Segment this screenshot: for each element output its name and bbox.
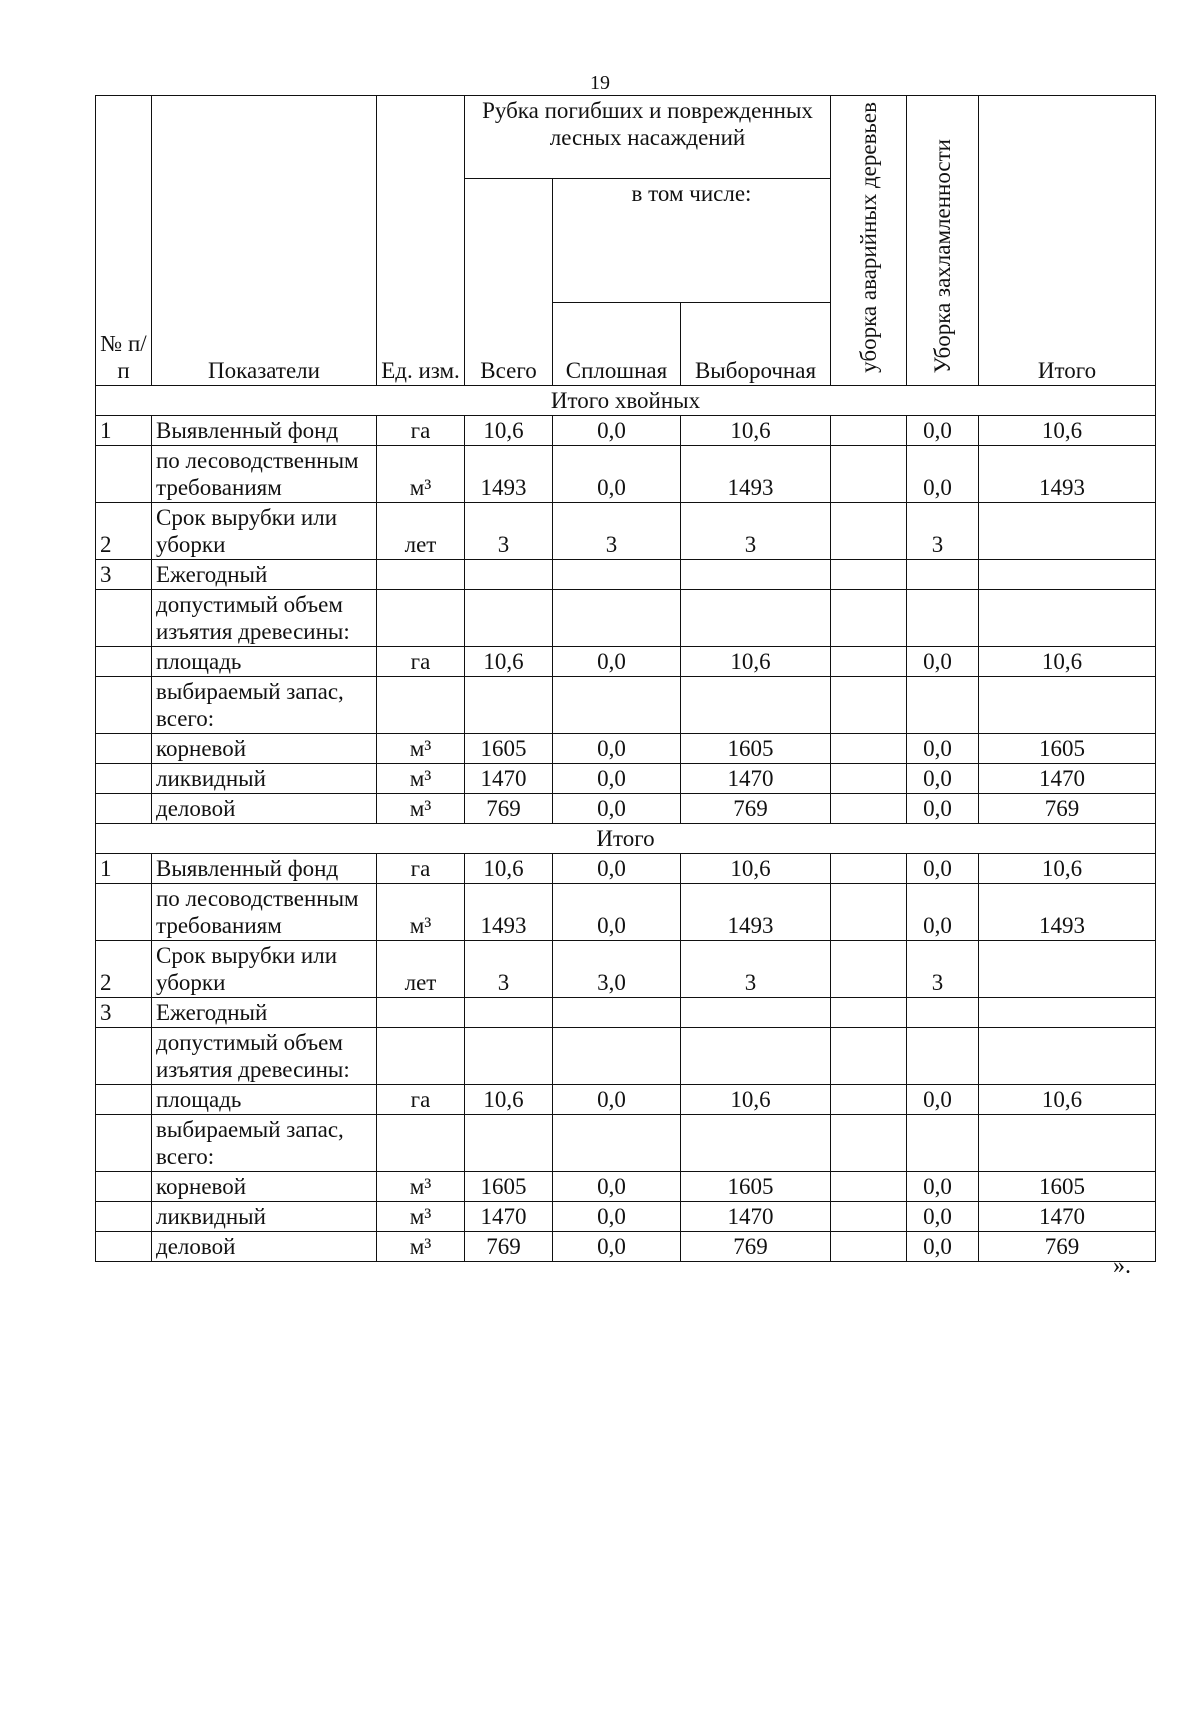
cell-selective: 769: [681, 1231, 831, 1261]
cell-label: Выявленный фонд: [152, 853, 377, 883]
cell-unit: га: [377, 646, 465, 676]
cell-clear: [553, 676, 681, 733]
cell-unit: га: [377, 1084, 465, 1114]
cell-emergency: [831, 1084, 907, 1114]
cell-emergency: [831, 883, 907, 940]
cell-total: 1470: [465, 1201, 553, 1231]
cell-clear: 0,0: [553, 1171, 681, 1201]
cell-label: Выявленный фонд: [152, 415, 377, 445]
cell-unit: [377, 997, 465, 1027]
cell-num: [96, 646, 152, 676]
table-row: [96, 1201, 1156, 1231]
header-selective: Выборочная: [681, 302, 831, 385]
cell-num: 2: [96, 940, 152, 997]
table-row: [96, 793, 1156, 823]
cell-num: [96, 1027, 152, 1084]
table-row: [96, 853, 1156, 883]
cell-num: 3: [96, 559, 152, 589]
cell-clear: 3: [553, 502, 681, 559]
cell-selective: 1493: [681, 445, 831, 502]
cell-label: Ежегодный: [152, 997, 377, 1027]
cell-total: [465, 1114, 553, 1171]
cell-debris: 0,0: [907, 445, 979, 502]
cell-debris: 0,0: [907, 853, 979, 883]
cell-total: 10,6: [465, 853, 553, 883]
cell-clear: [553, 997, 681, 1027]
cell-clear: 3,0: [553, 940, 681, 997]
header-including: в том числе:: [553, 179, 831, 303]
cell-clear: 0,0: [553, 1084, 681, 1114]
cell-total: [465, 1027, 553, 1084]
cell-unit: м³: [377, 793, 465, 823]
table-row: [96, 997, 1156, 1027]
cell-unit: [377, 1027, 465, 1084]
cell-num: [96, 1171, 152, 1201]
cell-num: [96, 1231, 152, 1261]
cell-debris: 0,0: [907, 1201, 979, 1231]
cell-grand: 1605: [979, 1171, 1156, 1201]
table-row: [96, 763, 1156, 793]
table-row: [96, 940, 1156, 997]
cell-unit: м³: [377, 1201, 465, 1231]
table-row: [96, 1084, 1156, 1114]
cell-label: Ежегодный: [152, 559, 377, 589]
cell-grand: [979, 676, 1156, 733]
cell-total: 769: [465, 793, 553, 823]
table-row: [96, 502, 1156, 559]
cell-total: 10,6: [465, 415, 553, 445]
cell-emergency: [831, 676, 907, 733]
cell-clear: 0,0: [553, 733, 681, 763]
cell-emergency: [831, 733, 907, 763]
cell-unit: м³: [377, 1231, 465, 1261]
cell-total: 3: [465, 940, 553, 997]
cell-label: деловой: [152, 1231, 377, 1261]
cell-num: [96, 445, 152, 502]
cell-grand: [979, 1027, 1156, 1084]
cell-debris: [907, 589, 979, 646]
cell-num: [96, 676, 152, 733]
cell-emergency: [831, 763, 907, 793]
cell-selective: 10,6: [681, 1084, 831, 1114]
section-title: Итого: [96, 823, 1156, 853]
cell-label: корневой: [152, 733, 377, 763]
cell-selective: [681, 589, 831, 646]
header-clear: Сплошная: [553, 302, 681, 385]
cell-unit: м³: [377, 445, 465, 502]
cell-label: выбираемый запас, всего:: [152, 676, 377, 733]
cell-clear: [553, 559, 681, 589]
header-total: Всего: [465, 179, 553, 386]
cell-grand: 1470: [979, 763, 1156, 793]
cell-total: 1605: [465, 1171, 553, 1201]
table-row: [96, 415, 1156, 445]
cell-debris: [907, 997, 979, 1027]
cell-selective: [681, 1114, 831, 1171]
cell-selective: [681, 559, 831, 589]
cell-num: [96, 1201, 152, 1231]
cell-emergency: [831, 1027, 907, 1084]
cell-label: деловой: [152, 793, 377, 823]
cell-selective: 3: [681, 502, 831, 559]
cell-clear: [553, 1027, 681, 1084]
cell-total: 1493: [465, 883, 553, 940]
cell-label: по лесоводственным требованиям: [152, 445, 377, 502]
cell-emergency: [831, 1114, 907, 1171]
cell-emergency: [831, 1231, 907, 1261]
header-unit: Ед. изм.: [377, 96, 465, 386]
cell-grand: 1470: [979, 1201, 1156, 1231]
cell-unit: га: [377, 415, 465, 445]
table-row: [96, 733, 1156, 763]
cell-selective: 1470: [681, 1201, 831, 1231]
cell-clear: [553, 1114, 681, 1171]
cell-total: 769: [465, 1231, 553, 1261]
cell-debris: [907, 1114, 979, 1171]
cell-debris: [907, 559, 979, 589]
cell-num: 1: [96, 853, 152, 883]
cell-selective: 1470: [681, 763, 831, 793]
table-row: [96, 445, 1156, 502]
cell-selective: 1605: [681, 733, 831, 763]
cell-debris: [907, 1027, 979, 1084]
cell-num: [96, 1114, 152, 1171]
cell-unit: м³: [377, 733, 465, 763]
cell-clear: 0,0: [553, 415, 681, 445]
cell-num: [96, 1084, 152, 1114]
cell-total: [465, 589, 553, 646]
cell-debris: 0,0: [907, 883, 979, 940]
cell-grand: 1493: [979, 445, 1156, 502]
cell-emergency: [831, 646, 907, 676]
header-emergency-trees-label: уборка аварийных деревьев: [855, 102, 881, 373]
header-debris: [907, 96, 979, 386]
cell-total: [465, 997, 553, 1027]
cell-label: допустимый объем изъятия древесины:: [152, 589, 377, 646]
cell-debris: [907, 676, 979, 733]
cell-total: [465, 676, 553, 733]
cell-clear: [553, 589, 681, 646]
cell-label: допустимый объем изъятия древесины:: [152, 1027, 377, 1084]
header-debris-label: Уборка захламленности: [929, 138, 955, 373]
cell-grand: 10,6: [979, 415, 1156, 445]
cell-grand: 769: [979, 1231, 1156, 1261]
cell-clear: 0,0: [553, 1231, 681, 1261]
cell-total: 1605: [465, 733, 553, 763]
cell-unit: лет: [377, 502, 465, 559]
cell-unit: га: [377, 853, 465, 883]
cell-emergency: [831, 589, 907, 646]
cell-grand: 10,6: [979, 646, 1156, 676]
page-number: 19: [590, 72, 610, 94]
cell-clear: 0,0: [553, 646, 681, 676]
table-row: [96, 1231, 1156, 1261]
cell-label: корневой: [152, 1171, 377, 1201]
cell-label: площадь: [152, 646, 377, 676]
cell-total: 1493: [465, 445, 553, 502]
cell-label: ликвидный: [152, 763, 377, 793]
section-row: [96, 823, 1156, 853]
cell-debris: 0,0: [907, 1231, 979, 1261]
cell-selective: 769: [681, 793, 831, 823]
cell-emergency: [831, 997, 907, 1027]
cell-grand: 1605: [979, 733, 1156, 763]
section-title: Итого хвойных: [96, 385, 1156, 415]
header-num: № п/п: [96, 96, 152, 386]
cell-total: 1470: [465, 763, 553, 793]
table-header: [96, 96, 1156, 386]
cell-unit: [377, 589, 465, 646]
cell-label: выбираемый запас, всего:: [152, 1114, 377, 1171]
cell-num: [96, 763, 152, 793]
cell-unit: [377, 559, 465, 589]
cell-emergency: [831, 445, 907, 502]
cell-num: [96, 589, 152, 646]
cell-debris: 0,0: [907, 1171, 979, 1201]
table-row: [96, 676, 1156, 733]
cell-emergency: [831, 940, 907, 997]
cell-unit: м³: [377, 763, 465, 793]
cell-unit: лет: [377, 940, 465, 997]
cell-unit: м³: [377, 1171, 465, 1201]
cell-debris: 0,0: [907, 1084, 979, 1114]
cell-unit: [377, 676, 465, 733]
cell-grand: 10,6: [979, 853, 1156, 883]
table-row: [96, 589, 1156, 646]
cell-emergency: [831, 415, 907, 445]
table-body: [96, 385, 1156, 1261]
cell-grand: [979, 997, 1156, 1027]
cell-selective: 3: [681, 940, 831, 997]
cell-grand: 1493: [979, 883, 1156, 940]
cell-grand: [979, 589, 1156, 646]
cell-debris: 0,0: [907, 763, 979, 793]
cell-selective: 1493: [681, 883, 831, 940]
cell-selective: [681, 1027, 831, 1084]
cell-selective: [681, 676, 831, 733]
cell-selective: 10,6: [681, 415, 831, 445]
cell-clear: 0,0: [553, 763, 681, 793]
cell-num: 1: [96, 415, 152, 445]
header-felling-group: Рубка погибших и поврежденных лесных насаждений: [465, 96, 831, 179]
table-row: [96, 559, 1156, 589]
table-row: [96, 646, 1156, 676]
cell-selective: 1605: [681, 1171, 831, 1201]
cell-clear: 0,0: [553, 1201, 681, 1231]
header-grand-total: Итого: [979, 96, 1156, 386]
cell-debris: 3: [907, 502, 979, 559]
cell-emergency: [831, 559, 907, 589]
cell-unit: м³: [377, 883, 465, 940]
cell-num: 3: [96, 997, 152, 1027]
cell-debris: 3: [907, 940, 979, 997]
cell-total: 10,6: [465, 1084, 553, 1114]
cell-emergency: [831, 1171, 907, 1201]
cell-emergency: [831, 793, 907, 823]
cell-grand: 769: [979, 793, 1156, 823]
cell-selective: [681, 997, 831, 1027]
table-row: [96, 1171, 1156, 1201]
cell-grand: [979, 1114, 1156, 1171]
cell-total: 3: [465, 502, 553, 559]
cell-debris: 0,0: [907, 733, 979, 763]
cell-selective: 10,6: [681, 646, 831, 676]
cell-total: [465, 559, 553, 589]
cell-total: 10,6: [465, 646, 553, 676]
table-row: [96, 883, 1156, 940]
cell-unit: [377, 1114, 465, 1171]
cell-grand: [979, 940, 1156, 997]
header-indicators: Показатели: [152, 96, 377, 386]
cell-clear: 0,0: [553, 445, 681, 502]
cell-num: 2: [96, 502, 152, 559]
forest-felling-table: [95, 95, 1156, 1262]
cell-label: по лесоводственным требованиям: [152, 883, 377, 940]
cell-clear: 0,0: [553, 853, 681, 883]
cell-emergency: [831, 853, 907, 883]
cell-debris: 0,0: [907, 415, 979, 445]
cell-clear: 0,0: [553, 793, 681, 823]
cell-num: [96, 733, 152, 763]
cell-selective: 10,6: [681, 853, 831, 883]
cell-emergency: [831, 1201, 907, 1231]
cell-debris: 0,0: [907, 793, 979, 823]
cell-label: ликвидный: [152, 1201, 377, 1231]
cell-grand: 10,6: [979, 1084, 1156, 1114]
closing-quote: ».: [1113, 1253, 1131, 1279]
cell-label: Срок вырубки или уборки: [152, 502, 377, 559]
cell-clear: 0,0: [553, 883, 681, 940]
cell-num: [96, 793, 152, 823]
cell-debris: 0,0: [907, 646, 979, 676]
cell-label: площадь: [152, 1084, 377, 1114]
header-emergency-trees: [831, 96, 907, 386]
table-row: [96, 1114, 1156, 1171]
cell-label: Срок вырубки или уборки: [152, 940, 377, 997]
table-row: [96, 1027, 1156, 1084]
cell-grand: [979, 559, 1156, 589]
cell-num: [96, 883, 152, 940]
section-row: [96, 385, 1156, 415]
cell-emergency: [831, 502, 907, 559]
cell-grand: [979, 502, 1156, 559]
